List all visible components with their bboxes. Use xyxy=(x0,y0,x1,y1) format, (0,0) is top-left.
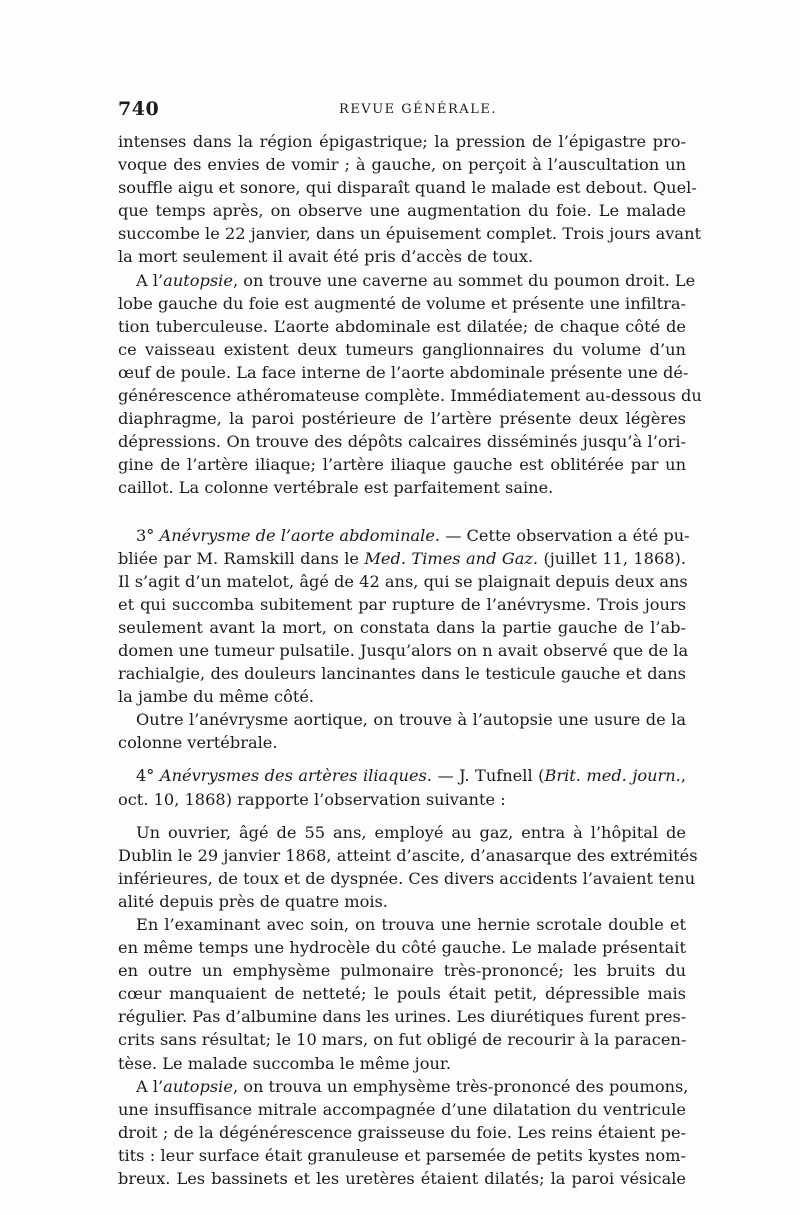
text-line: la mort seulement il avait été pris d’accès de toux. xyxy=(118,247,534,267)
text-line-lead xyxy=(118,1075,689,1098)
paragraph xyxy=(118,269,702,500)
paragraph xyxy=(118,524,690,709)
section-title: Anévrysme de l’aorte abdominale. xyxy=(159,525,441,545)
section-number: 4° xyxy=(136,766,160,786)
text-line: gine de l’artère iliaque; l’artère iliaque gauche est oblitérée par un xyxy=(118,455,686,475)
text-line: et qui succomba subitement par rupture de l’anévrysme. Trois jours xyxy=(118,594,686,614)
lead-rest: — J. Tufnell ( xyxy=(432,766,545,786)
text-line: En l’examinant avec soin, on trouva une hernie scrotale double et xyxy=(136,915,686,934)
text-line: Un ouvrier, âgé de 55 ans, employé au gaz, entra à l’hôpital de xyxy=(136,822,686,842)
paragraph xyxy=(118,913,686,1075)
page-number: 740 xyxy=(118,98,160,120)
lead-italic: autopsie xyxy=(163,1076,233,1096)
section-heading-line xyxy=(118,524,690,547)
text-line: caillot. La colonne vertébrale est parfaitement saine. xyxy=(118,478,554,498)
lead-italic: autopsie xyxy=(163,270,233,290)
section-heading-line xyxy=(118,764,686,787)
page-header xyxy=(118,98,688,124)
body-text xyxy=(118,130,702,1190)
text-line: domen une tumeur pulsatile. Jusqu’alors on n avait observé que de la xyxy=(118,640,689,660)
paragraph xyxy=(118,130,702,269)
text-line: lobe gauche du foie est augmenté de volume et présente une infiltra- xyxy=(118,293,686,313)
text-line: que temps après, on observe une augmentation du foie. Le malade xyxy=(118,201,686,221)
text-line: Il s’agit d’un matelot, âgé de 42 ans, qui se plaignait depuis deux ans xyxy=(118,571,688,591)
text-line: régulier. Pas d’albumine dans les urines. Les diurétiques furent pres- xyxy=(118,1007,687,1027)
text-line: générescence athéromateuse complète. Immédiatement au-dessous du xyxy=(118,386,702,406)
text-line: colonne vertébrale. xyxy=(118,733,278,753)
text-line: la jambe du même côté. xyxy=(118,687,315,707)
text-line: breux. Les bassinets et les uretères étaient dilatés; la paroi vésicale xyxy=(118,1169,686,1189)
text-span: bliée par M. Ramskill dans le xyxy=(118,548,365,568)
text-line: succombe le 22 janvier, dans un épuisement complet. Trois jours avant xyxy=(118,224,702,244)
paragraph xyxy=(118,1075,689,1190)
lead-text: A l’ xyxy=(136,270,164,290)
text-line: oct. 10, 1868) rapporte l’observation suivante : xyxy=(118,789,506,809)
text-line-lead xyxy=(118,269,696,292)
section-gap xyxy=(118,500,686,524)
text-line: une insuffisance mitrale accompagnée d’une dilatation du ventricule xyxy=(118,1099,686,1119)
paragraph xyxy=(118,764,686,810)
text-span: , xyxy=(680,766,686,786)
text-line: ce vaisseau existent deux tumeurs ganglionnaires du volume d’un xyxy=(118,339,686,359)
section-number: 3° xyxy=(136,525,160,545)
section-gap xyxy=(118,811,686,821)
text-line: seulement avant la mort, on constata dans la partie gauche de l’ab- xyxy=(118,617,686,637)
text-line: diaphragme, la paroi postérieure de l’artère présente deux légères xyxy=(118,409,686,429)
text-line: dépressions. On trouve des dépôts calcaires disséminés jusqu’à l’ori- xyxy=(118,432,686,452)
text-line: tion tuberculeuse. L’aorte abdominale est dilatée; de chaque côté de xyxy=(118,316,686,336)
journal-title: Med. Times and Gaz. xyxy=(364,548,539,568)
running-title: REVUE GÉNÉRALE. xyxy=(339,102,497,117)
text-line: alité depuis près de quatre mois. xyxy=(118,891,388,911)
lead-rest: — Cette observation a été pu- xyxy=(440,525,690,545)
paragraph xyxy=(118,821,698,913)
text-line: tèse. Le malade succomba le même jour. xyxy=(118,1053,451,1073)
text-line: souffle aigu et sonore, qui disparaît quand le malade est debout. Quel- xyxy=(118,178,697,198)
text-line: crits sans résultat; le 10 mars, on fut obligé de recourir à la paracen- xyxy=(118,1030,687,1050)
text-line: voque des envies de vomir ; à gauche, on perçoit à l’auscultation un xyxy=(118,155,686,175)
lead-rest: , on trouva un emphysème très-prononcé des poumons, xyxy=(232,1076,689,1096)
text-line: inférieures, de toux et de dyspnée. Ces divers accidents l’avaient tenu xyxy=(118,868,696,888)
text-line: intenses dans la région épigastrique; la pression de l’épigastre pro- xyxy=(118,132,686,151)
lead-rest: , on trouve une caverne au sommet du poumon droit. Le xyxy=(232,270,696,290)
text-line: cœur manquaient de netteté; le pouls était petit, dépressible mais xyxy=(118,984,686,1004)
text-line: en outre un emphysème pulmonaire très-prononcé; les bruits du xyxy=(118,961,686,981)
section-gap xyxy=(118,754,686,764)
text-line xyxy=(118,547,686,570)
paragraph xyxy=(118,708,686,754)
text-line: droit ; de la dégénérescence graisseuse du foie. Les reins étaient pe- xyxy=(118,1122,686,1142)
text-line: rachialgie, des douleurs lancinantes dans le testicule gauche et dans xyxy=(118,664,686,684)
text-span: (juillet 11, 1868). xyxy=(538,548,686,568)
journal-title: Brit. med. journ. xyxy=(544,766,681,786)
text-line: Outre l’anévrysme aortique, on trouve à l’autopsie une usure de la xyxy=(136,710,686,730)
text-line: en même temps une hydrocèle du côté gauche. Le malade présentait xyxy=(118,938,686,958)
text-line: œuf de poule. La face interne de l’aorte abdominale présente une dé- xyxy=(118,362,689,382)
text-line: Dublin le 29 janvier 1868, atteint d’ascite, d’anasarque des extrémités xyxy=(118,845,698,865)
lead-text: A l’ xyxy=(136,1076,164,1096)
text-line: tits : leur surface était granuleuse et parsemée de petits kystes nom- xyxy=(118,1145,686,1165)
section-title: Anévrysmes des artères iliaques. xyxy=(159,766,432,786)
